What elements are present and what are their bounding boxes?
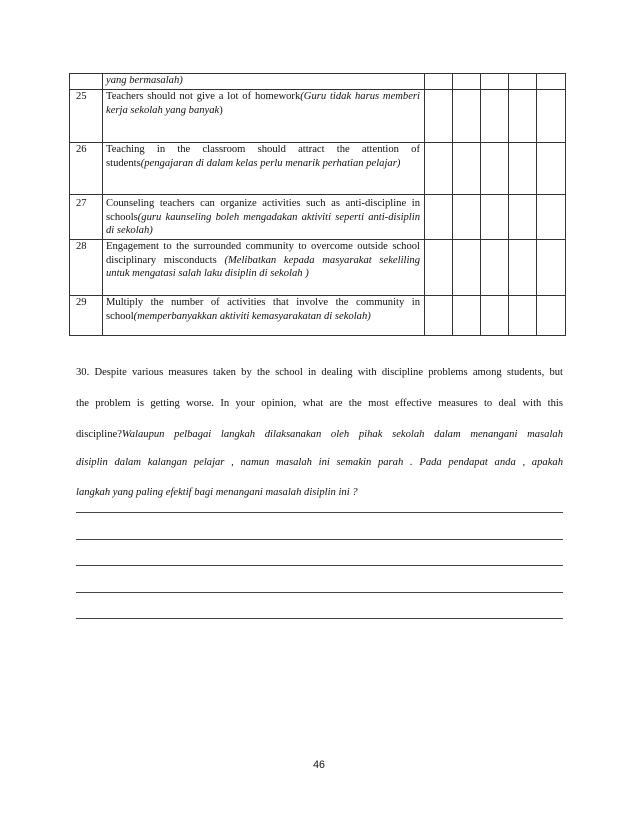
question-line: 30. Despite various measures taken by the school in dealing with discipline problems among students, but [76, 367, 563, 378]
rating-cell[interactable] [481, 74, 509, 90]
statement-closing: ) [219, 104, 223, 116]
rating-cell[interactable] [481, 240, 509, 296]
rating-cell[interactable] [537, 240, 566, 296]
item-number: 25 [76, 91, 87, 102]
rating-cell[interactable] [537, 296, 566, 336]
rating-cell[interactable] [509, 143, 537, 195]
statement-malay: (pengajaran di dalam kelas perlu menarik perhatian pelajar) [140, 157, 401, 169]
table-row [70, 296, 566, 336]
rating-cell[interactable] [481, 195, 509, 240]
answer-line[interactable] [76, 512, 563, 513]
question-line [76, 428, 563, 442]
question-line: langkah yang paling efektif bagi menangani masalah disiplin ini ? [76, 487, 358, 498]
rating-cell[interactable] [453, 296, 481, 336]
question-english-end: discipline? [76, 429, 122, 440]
question-line: disiplin dalam kalangan pelajar , namun masalah ini semakin parah . Pada pendapat anda , apakah [76, 457, 563, 468]
rating-cell[interactable] [425, 195, 453, 240]
statement-malay: (memperbanyakkan aktiviti kemasyarakatan di sekolah) [133, 310, 371, 322]
answer-line[interactable] [76, 565, 563, 566]
item-number-cell [70, 240, 103, 296]
statement-cell [103, 90, 425, 143]
rating-cell[interactable] [453, 143, 481, 195]
rating-cell[interactable] [453, 240, 481, 296]
rating-cell[interactable] [537, 143, 566, 195]
statement-cell [103, 195, 425, 240]
rating-cell[interactable] [425, 74, 453, 90]
table-row [70, 143, 566, 195]
rating-cell[interactable] [537, 74, 566, 90]
rating-cell[interactable] [481, 143, 509, 195]
rating-cell[interactable] [537, 195, 566, 240]
rating-cell[interactable] [537, 90, 566, 143]
rating-cell[interactable] [509, 296, 537, 336]
statement-malay: (Melibatkan kepada masyarakat sekeliling untuk mengatasi salah laku disiplin di sekolah ) [106, 254, 420, 279]
table-row [70, 240, 566, 296]
rating-cell[interactable] [481, 90, 509, 143]
statement-malay: (Guru tidak harus memberi kerja sekolah yang banyak [106, 91, 420, 116]
statement-cell [103, 143, 425, 195]
rating-cell[interactable] [453, 90, 481, 143]
question-line: the problem is getting worse. In your opinion, what are the most effective measures to deal with this [76, 398, 563, 409]
table-row [70, 195, 566, 240]
item-number-cell [70, 143, 103, 195]
statement-english: Teachers should not give a lot of homework [106, 91, 301, 102]
question-malay-start: Walaupun pelbagai langkah dilaksanakan oleh pihak sekolah dalam menangani masalah [121, 429, 563, 440]
rating-cell[interactable] [453, 74, 481, 90]
rating-cell[interactable] [425, 240, 453, 296]
item-number-cell [70, 90, 103, 143]
table-row [70, 74, 566, 90]
answer-line[interactable] [76, 592, 563, 593]
item-number: 28 [76, 241, 87, 252]
item-number: 26 [76, 144, 87, 155]
rating-cell[interactable] [509, 74, 537, 90]
statement-english: Engagement to the surrounded community to overcome outside school disciplinary misconducts [106, 241, 420, 266]
item-number-cell [70, 195, 103, 240]
rating-cell[interactable] [509, 195, 537, 240]
statement-english: Teaching in the classroom should attract the attention of students [106, 144, 420, 169]
statement-malay: (guru kaunseling boleh mengadakan aktiviti seperti anti-disiplin di sekolah) [106, 211, 420, 236]
statement-english: Multiply the number of activities that involve the community in school [106, 297, 420, 322]
item-number-cell [70, 74, 103, 90]
item-number: 27 [76, 198, 87, 209]
statement-cell [103, 74, 425, 90]
rating-cell[interactable] [425, 296, 453, 336]
rating-cell[interactable] [509, 90, 537, 143]
item-number-cell [70, 296, 103, 336]
statement-cell [103, 296, 425, 336]
item-number: 29 [76, 297, 87, 308]
rating-cell[interactable] [509, 240, 537, 296]
rating-cell[interactable] [481, 296, 509, 336]
statement-english: Counseling teachers can organize activities such as anti-discipline in schools [106, 198, 420, 223]
answer-line[interactable] [76, 618, 563, 619]
statement-malay: yang bermasalah) [106, 75, 183, 86]
answer-line[interactable] [76, 539, 563, 540]
table-row [70, 90, 566, 143]
rating-cell[interactable] [425, 90, 453, 143]
page-number: 46 [313, 759, 325, 771]
survey-table [69, 73, 566, 336]
statement-cell [103, 240, 425, 296]
rating-cell[interactable] [453, 195, 481, 240]
rating-cell[interactable] [425, 143, 453, 195]
